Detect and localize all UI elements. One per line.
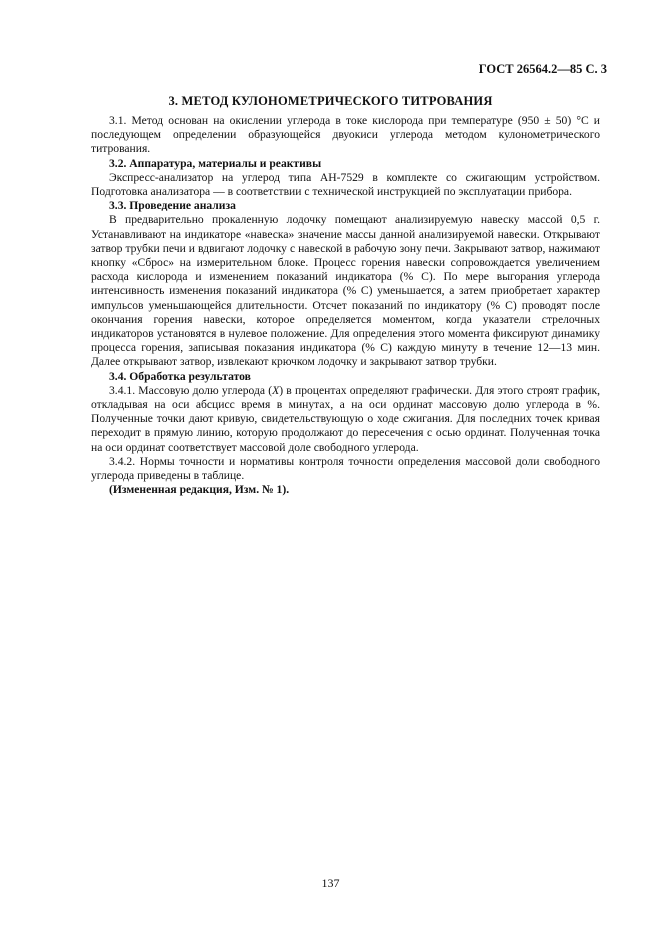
document-header: ГОСТ 26564.2—85 С. 3 [478, 62, 607, 76]
paragraph-3-4-1 [91, 384, 600, 455]
paragraph-3-4-2: 3.4.2. Нормы точности и нормативы контроля точности определения массовой доли свободного углерода приведены в таблице. [91, 454, 600, 483]
section-title: 3. МЕТОД КУЛОНОМЕТРИЧЕСКОГО ТИТРОВАНИЯ [168, 94, 493, 108]
paragraph-3-4-1-end: ) в процентах определяют графически. Для этого строят график, откладывая на оси абсцисс время в минутах, а на оси ординат массовую долю углерода в %. Полученные точки дают кривую, свидетельствующую о ходе сжигания. Для последних точек кривая переходит в прямую линию, которую продолжают до пересечения с осью ординат. Полученная точка на оси ординат соответствует массовой доле свободного углерода. [91, 383, 600, 454]
heading-3-4: 3.4. Обработка результатов [109, 369, 251, 383]
paragraph-3-3: В предварительно прокаленную лодочку помещают анализируемую навеску массой 0,5 г. Устанавливают на индикаторе «навеска» значение массы данной анализируемой навески. Открывают затвор трубки печи и вдвигают лодочку с навеской в рабочую зону печи. Закрывают затвор, нажимают кнопку «Сброс» на измерительном блоке. Процесс горения навески сопровождается увеличением расхода кислорода и изменением показаний индикатора (% С). По мере выгорания углерода интенсивность изменения показаний индикатора (% С) уменьшается, а затем приобретает характер импульсов уменьшающейся длительности. Отсчет показаний по индикатору (% С) проводят после окончания горения навески, которое определяется моментом, когда указатели стрелочных индикаторов установятся в нулевое положение. Для определения этого момента фиксируют динамику процесса горения, записывая показания индикатора (% С) каждую минуту в течение 12—13 мин. Далее открывают затвор, извлекают крючком лодочку и закрывают затвор трубки. [91, 213, 600, 369]
paragraph-3-2: Экспресс-анализатор на углерод типа АН-7529 в комплекте со сжигающим устройством. Подготовка анализатора — в соответствии с технической инструкцией по эксплуатации прибора. [91, 170, 600, 199]
amendment-note: (Измененная редакция, Изм. № 1). [109, 483, 290, 497]
paragraph-3-1: 3.1. Метод основан на окислении углерода в токе кислорода при температуре (950 ± 50) °С и последующем определении образующейся двуокиси углерода методом кулонометрического титрования. [91, 114, 600, 156]
heading-3-3: 3.3. Проведение анализа [109, 199, 236, 213]
heading-3-2: 3.2. Аппаратура, материалы и реактивы [109, 156, 322, 170]
paragraph-3-4-1-start: 3.4.1. Массовую долю углерода ( [109, 383, 273, 397]
document-body [91, 114, 600, 497]
page-number: 137 [321, 876, 340, 890]
variable-x: X [272, 383, 280, 397]
